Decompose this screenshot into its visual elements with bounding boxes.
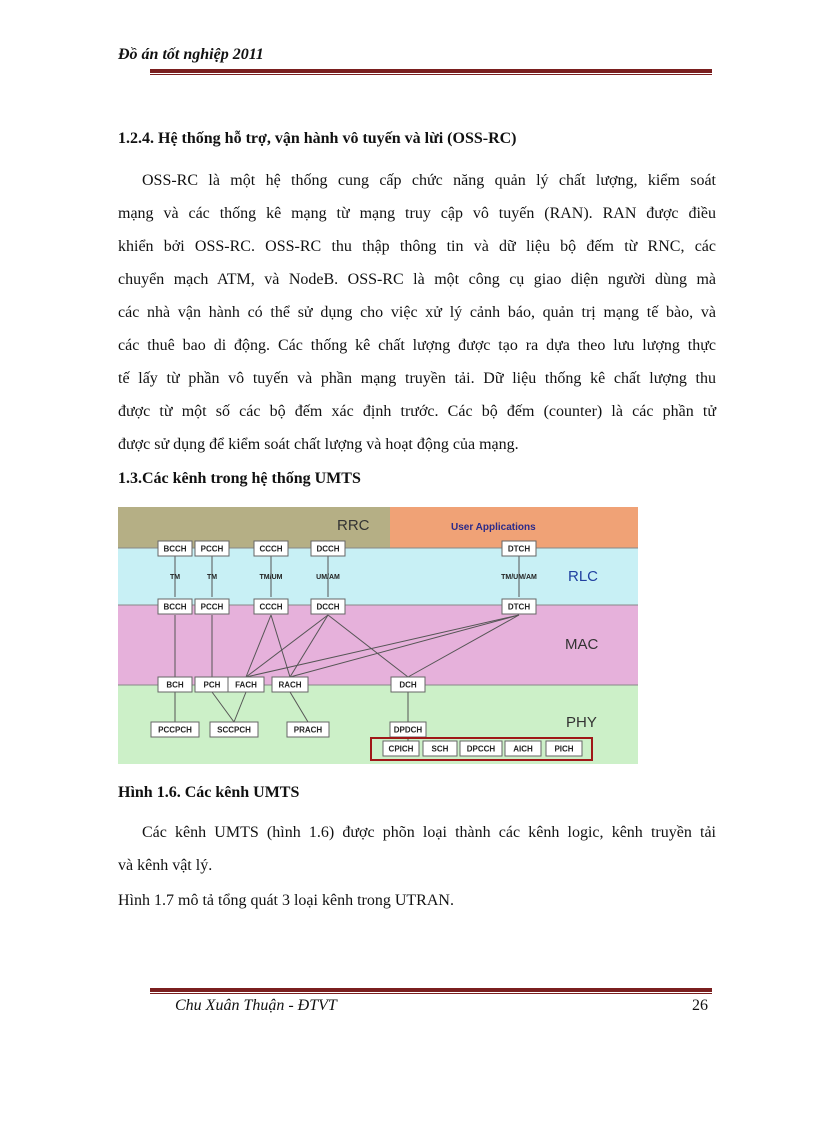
paragraph-line: được sử dụng để kiểm soát chất lượng và hoạt động của mạng.	[118, 436, 519, 453]
rlc-mode-label: TM/UM/AM	[501, 574, 537, 581]
physical-channel-sch-label: SCH	[431, 744, 449, 754]
transport-channel-fach-label: FACH	[235, 680, 257, 690]
rlc-layer-band	[118, 548, 638, 605]
paragraph-line: và kênh vật lý.	[118, 857, 213, 874]
page-number: 26	[692, 997, 708, 1014]
section-heading-1-3: 1.3.Các kênh trong hệ thống UMTS	[118, 470, 361, 487]
rlc-mode-label: UM/AM	[316, 574, 340, 581]
header-divider	[150, 69, 712, 73]
physical-channel-dpdch-label: DPDCH	[393, 725, 423, 735]
paragraph-line: các thuê bao di động. Các thống kê chất lượng được tạo ra dựa theo lưu lượng thực	[118, 337, 716, 354]
mac-logical-channel-dtch-label: DTCH	[507, 602, 531, 612]
user-apps-label: User Applications	[451, 522, 536, 533]
mac-logical-channel-bcch-label: BCCH	[163, 602, 187, 612]
rlc-mode-label: TM	[206, 574, 218, 581]
physical-channel-pccpch-label: PCCPCH	[158, 725, 192, 735]
paragraph-line: Các kênh UMTS (hình 1.6) được phõn loại thành các kênh logic, kênh truyền tải	[142, 824, 716, 841]
transport-channel-dch-label: DCH	[399, 680, 417, 690]
transport-channel-bch-label: BCH	[166, 680, 184, 690]
footer-divider	[150, 988, 712, 992]
footer-author: Chu Xuân Thuận - ĐTVT	[175, 997, 337, 1014]
transport-channel-rach-label: RACH	[278, 680, 302, 690]
paragraph-line: chuyển mạch ATM, và NodeB. OSS-RC là một công cụ giao diện người dùng mà	[118, 271, 716, 288]
rlc-mode-label: TM	[169, 574, 181, 581]
umts-channels-diagram	[118, 507, 638, 764]
umts-channels-figure	[118, 507, 638, 764]
physical-channel-prach-label: PRACH	[293, 725, 323, 735]
physical-channel-cpich-label: CPICH	[388, 744, 414, 754]
physical-channel-dpcch-label: DPCCH	[466, 744, 496, 754]
paragraph-umts-channels	[118, 816, 716, 882]
physical-channel-aich-label: AICH	[513, 744, 533, 754]
mac-logical-channel-ccch-label: CCCH	[259, 602, 283, 612]
logical-channel-dcch-label: DCCH	[316, 544, 340, 554]
figure-caption: Hình 1.6. Các kênh UMTS	[118, 784, 300, 801]
paragraph-line: khiển bởi OSS-RC. OSS-RC thu thập thông tin và dữ liệu bộ đếm từ RNC, các	[118, 238, 716, 255]
logical-channel-pcch-label: PCCH	[200, 544, 224, 554]
header-divider-thin	[150, 74, 712, 75]
mac-logical-channel-pcch-label: PCCH	[200, 602, 224, 612]
phy-label: PHY	[566, 714, 597, 731]
paragraph-line: mạng và các thống kê mạng từ mạng truy cập vô tuyến (RAN). RAN được điều	[118, 205, 716, 222]
paragraph-line: tế lấy từ phần vô tuyến và phần mạng truyền tải. Dữ liệu thống kê chất lượng thu	[118, 370, 716, 387]
mac-layer-band	[118, 602, 638, 685]
logical-channel-ccch-label: CCCH	[259, 544, 283, 554]
mac-logical-channel-dcch-label: DCCH	[316, 602, 340, 612]
rrc-label: RRC	[337, 517, 370, 534]
document-header-title: Đồ án tốt nghiệp 2011	[118, 46, 264, 63]
paragraph-line: các nhà vận hành có thể sử dụng cho việc xử lý cảnh báo, quản trị mạng tế bào, và	[118, 304, 716, 321]
section-heading-1-2-4: 1.2.4. Hệ thống hỗ trợ, vận hành vô tuyến và lừi (OSS-RC)	[118, 130, 517, 147]
paragraph-oss-rc	[118, 164, 716, 461]
logical-channel-dtch-label: DTCH	[507, 544, 531, 554]
mac-label: MAC	[565, 636, 599, 653]
paragraph-line: OSS-RC là một hệ thống cung cấp chức năng quản lý chất lượng, kiểm soát	[142, 172, 716, 189]
physical-channel-pich-label: PICH	[554, 744, 574, 754]
paragraph-figure-1-7: Hình 1.7 mô tả tổng quát 3 loại kênh trong UTRAN.	[118, 892, 454, 909]
logical-channel-bcch-label: BCCH	[163, 544, 187, 554]
paragraph-line: được từ một số các bộ đếm xác định trước. Các bộ đếm (counter) là các phần tử	[118, 403, 716, 420]
rlc-mode-label: TM/UM	[259, 574, 283, 581]
transport-channel-pch-label: PCH	[203, 680, 221, 690]
footer-divider-thin	[150, 993, 712, 994]
physical-channel-sccpch-label: SCCPCH	[217, 725, 251, 735]
rlc-label: RLC	[568, 568, 599, 585]
